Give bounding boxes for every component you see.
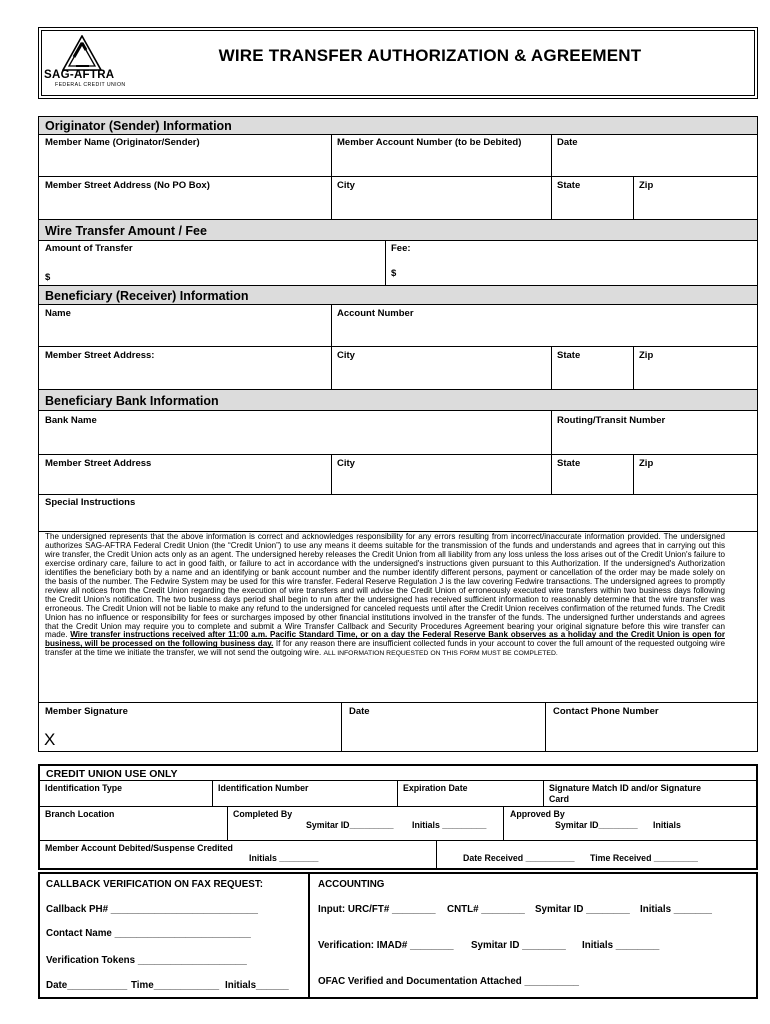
approved-symitar-id: Symitar ID________ xyxy=(555,820,638,830)
agreement-paragraph xyxy=(45,533,725,659)
accounting-heading: ACCOUNTING xyxy=(318,879,385,890)
branch-location-label: Branch Location xyxy=(45,809,115,819)
agreement-text: The undersigned represents that the above information is correct and acknowledges responsibility for any errors resulting from incorrect/inaccurate information provided. The undersigned authorizes SAG-AFTRA Federal Credit Union (the “Credit Union”) to use any means it deems suitable for the transmission of the funds and understands and agrees that in carrying out this wire transfer, the Credit Union acts only as an agent. The undersigned hereby releases the Credit Union from all liability from any loss unless the loss arises out of the Credit Union's failure to exercise ordinary care, failure to act in good faith, or failure to act in accordance with the undersigned's instructions given pursuant to this Authorization. If the undersigned's Authorization identifies the beneficiary both by a name and an identifying or bank account number and the number identify different persons, payment or cancellation of the order may be made solely on the basis of the number. The Fedwire System may be used for this wire transfer. Federal Reserve Regulation J is the law covering Fedwire transactions. The undersigned agrees to promptly review all notices from the Credit Union regarding the execution of wire transfers and will advise the Credit Union of erroneously executed wire transfers within two business days following the Credit Union's notification. The two business days period shall begin to run after the undersigned has received sufficient information to reasonably determine that the wire transfer was erroneous. The Credit Union will not be liable to make any refund to the undersigned for canceled requests until after the Credit Union receives confirmation of the returned funds. The Credit Union has no influence or responsibility for fees or surcharges imposed by other financial institutions involved in the transfer of the funds. The undersigned further understands and agrees that the Credit Union may require you to complete and submit a Wire Transfer Callback and Security Procedures Agreement bearing your original signature before this wire transfer can made. xyxy=(45,532,725,640)
accounting-initials-field: Initials _______ xyxy=(640,904,712,915)
signature-date-label: Date xyxy=(349,706,370,717)
amount-label: Amount of Transfer xyxy=(45,243,133,254)
divider xyxy=(331,454,332,494)
divider xyxy=(39,494,757,495)
approved-initials: Initials xyxy=(653,820,681,830)
routing-number-label: Routing/Transit Number xyxy=(557,415,666,426)
member-signature-label: Member Signature xyxy=(45,706,128,717)
beneficiary-zip-label: Zip xyxy=(639,350,654,361)
divider xyxy=(633,454,634,494)
bank-city-label: City xyxy=(337,458,355,469)
approved-by-label: Approved By xyxy=(510,809,565,819)
divider xyxy=(503,806,504,840)
bank-zip-label: Zip xyxy=(639,458,654,469)
divider xyxy=(397,780,398,806)
verification-tokens-field: Verification Tokens ____________________ xyxy=(46,955,247,966)
account-debited-initials: Initials ________ xyxy=(249,853,319,863)
sag-aftra-logo-icon xyxy=(62,35,102,71)
divider xyxy=(39,176,757,177)
divider xyxy=(543,780,544,806)
id-type-label: Identification Type xyxy=(45,783,123,793)
beneficiary-account-label: Account Number xyxy=(337,308,414,319)
signature-match-label: Signature Match ID and/or Signature xyxy=(549,783,702,793)
callback-heading: CALLBACK VERIFICATION ON FAX REQUEST: xyxy=(46,879,263,890)
completed-initials: Initials _________ xyxy=(412,820,487,830)
divider xyxy=(633,176,634,219)
divider xyxy=(551,411,552,454)
fee-dollar-sign: $ xyxy=(391,268,397,279)
ofac-verified-field: OFAC Verified and Documentation Attached __________ xyxy=(318,976,579,987)
beneficiary-name-label: Name xyxy=(45,308,71,319)
accounting-cntl-field: CNTL# ________ xyxy=(447,904,525,915)
divider xyxy=(551,346,552,389)
divider xyxy=(331,305,332,389)
member-account-number-label: Member Account Number (to be Debited) xyxy=(337,137,522,148)
divider xyxy=(331,135,332,219)
callback-phone-field: Callback PH# ___________________________ xyxy=(46,904,258,915)
beneficiary-city-label: City xyxy=(337,350,355,361)
divider xyxy=(39,702,757,703)
account-debited-label: Member Account Debited/Suspense Credited xyxy=(45,843,233,853)
divider xyxy=(551,135,552,219)
divider xyxy=(40,806,756,807)
beneficiary-state-label: State xyxy=(557,350,581,361)
date-received-label: Date Received __________ xyxy=(463,853,575,863)
zip-label: Zip xyxy=(639,180,654,191)
form-title: WIRE TRANSFER AUTHORIZATION & AGREEMENT xyxy=(218,46,642,65)
logo-wordmark: SAG-AFTRA xyxy=(44,69,115,81)
divider xyxy=(39,346,757,347)
divider xyxy=(40,840,756,841)
signature-match-label-2: Card xyxy=(549,794,570,804)
amount-section-heading: Wire Transfer Amount / Fee xyxy=(39,219,757,241)
divider xyxy=(39,454,757,455)
agreement-caps-text: ALL INFORMATION REQUESTED ON THIS FORM MUST BE COMPLETED. xyxy=(323,650,558,658)
bank-state-label: State xyxy=(557,458,581,469)
verification-imad-field: Verification: IMAD# ________ xyxy=(318,940,454,951)
city-label: City xyxy=(337,180,355,191)
divider xyxy=(308,872,310,999)
bank-street-label: Member Street Address xyxy=(45,458,152,469)
credit-union-heading: CREDIT UNION USE ONLY xyxy=(46,768,178,780)
divider xyxy=(633,346,634,389)
member-name-label: Member Name (Originator/Sender) xyxy=(45,137,200,148)
divider xyxy=(545,702,546,752)
fee-label: Fee: xyxy=(391,243,411,254)
verification-symitar-id-field: Symitar ID ________ xyxy=(471,940,566,951)
originator-section-heading: Originator (Sender) Information xyxy=(39,116,757,135)
completed-symitar-id: Symitar ID_________ xyxy=(306,820,394,830)
completed-by-label: Completed By xyxy=(233,809,293,819)
divider xyxy=(551,454,552,494)
id-number-label: Identification Number xyxy=(218,783,309,793)
logo-subtitle: FEDERAL CREDIT UNION xyxy=(55,82,126,88)
beneficiary-section-heading: Beneficiary (Receiver) Information xyxy=(39,285,757,305)
accounting-input-field: Input: URC/FT# ________ xyxy=(318,904,436,915)
date-label: Date xyxy=(557,137,578,148)
special-instructions-label: Special Instructions xyxy=(45,497,136,508)
state-label: State xyxy=(557,180,581,191)
bank-name-label: Bank Name xyxy=(45,415,97,426)
divider xyxy=(40,780,756,781)
accounting-symitar-id-field: Symitar ID ________ xyxy=(535,904,630,915)
divider xyxy=(212,780,213,806)
amount-dollar-sign: $ xyxy=(45,272,51,283)
bank-section-heading: Beneficiary Bank Information xyxy=(39,389,757,411)
expiration-date-label: Expiration Date xyxy=(403,783,468,793)
callback-time-field: Time____________ xyxy=(131,980,220,991)
callback-date-field: Date___________ xyxy=(46,980,128,991)
contact-name-field: Contact Name _________________________ xyxy=(46,928,251,939)
divider xyxy=(436,840,437,870)
time-received-label: Time Received _________ xyxy=(590,853,698,863)
callback-initials-field: Initials______ xyxy=(225,980,289,991)
contact-phone-label: Contact Phone Number xyxy=(553,706,659,717)
divider xyxy=(227,806,228,840)
signature-x-mark: X xyxy=(44,730,56,749)
agreement-tail-text: If for any reason there are insufficient collected funds in your account to cover the full amount of the requested outgoing wire transfer at the time we initiate the transfer, we will not send the outgoing wire. xyxy=(45,639,726,658)
verification-initials-field: Initials ________ xyxy=(582,940,660,951)
divider xyxy=(385,241,386,285)
divider xyxy=(341,702,342,752)
beneficiary-street-label: Member Street Address: xyxy=(45,350,155,361)
agreement-bold-text: Wire transfer instructions received after 11:00 a.m. Pacific Standard Time, or on a day the Federal Reserve Bank observes as a holiday and the Credit Union is open for business, will be processed on the following business day. xyxy=(45,630,725,649)
member-street-label: Member Street Address (No PO Box) xyxy=(45,180,210,191)
